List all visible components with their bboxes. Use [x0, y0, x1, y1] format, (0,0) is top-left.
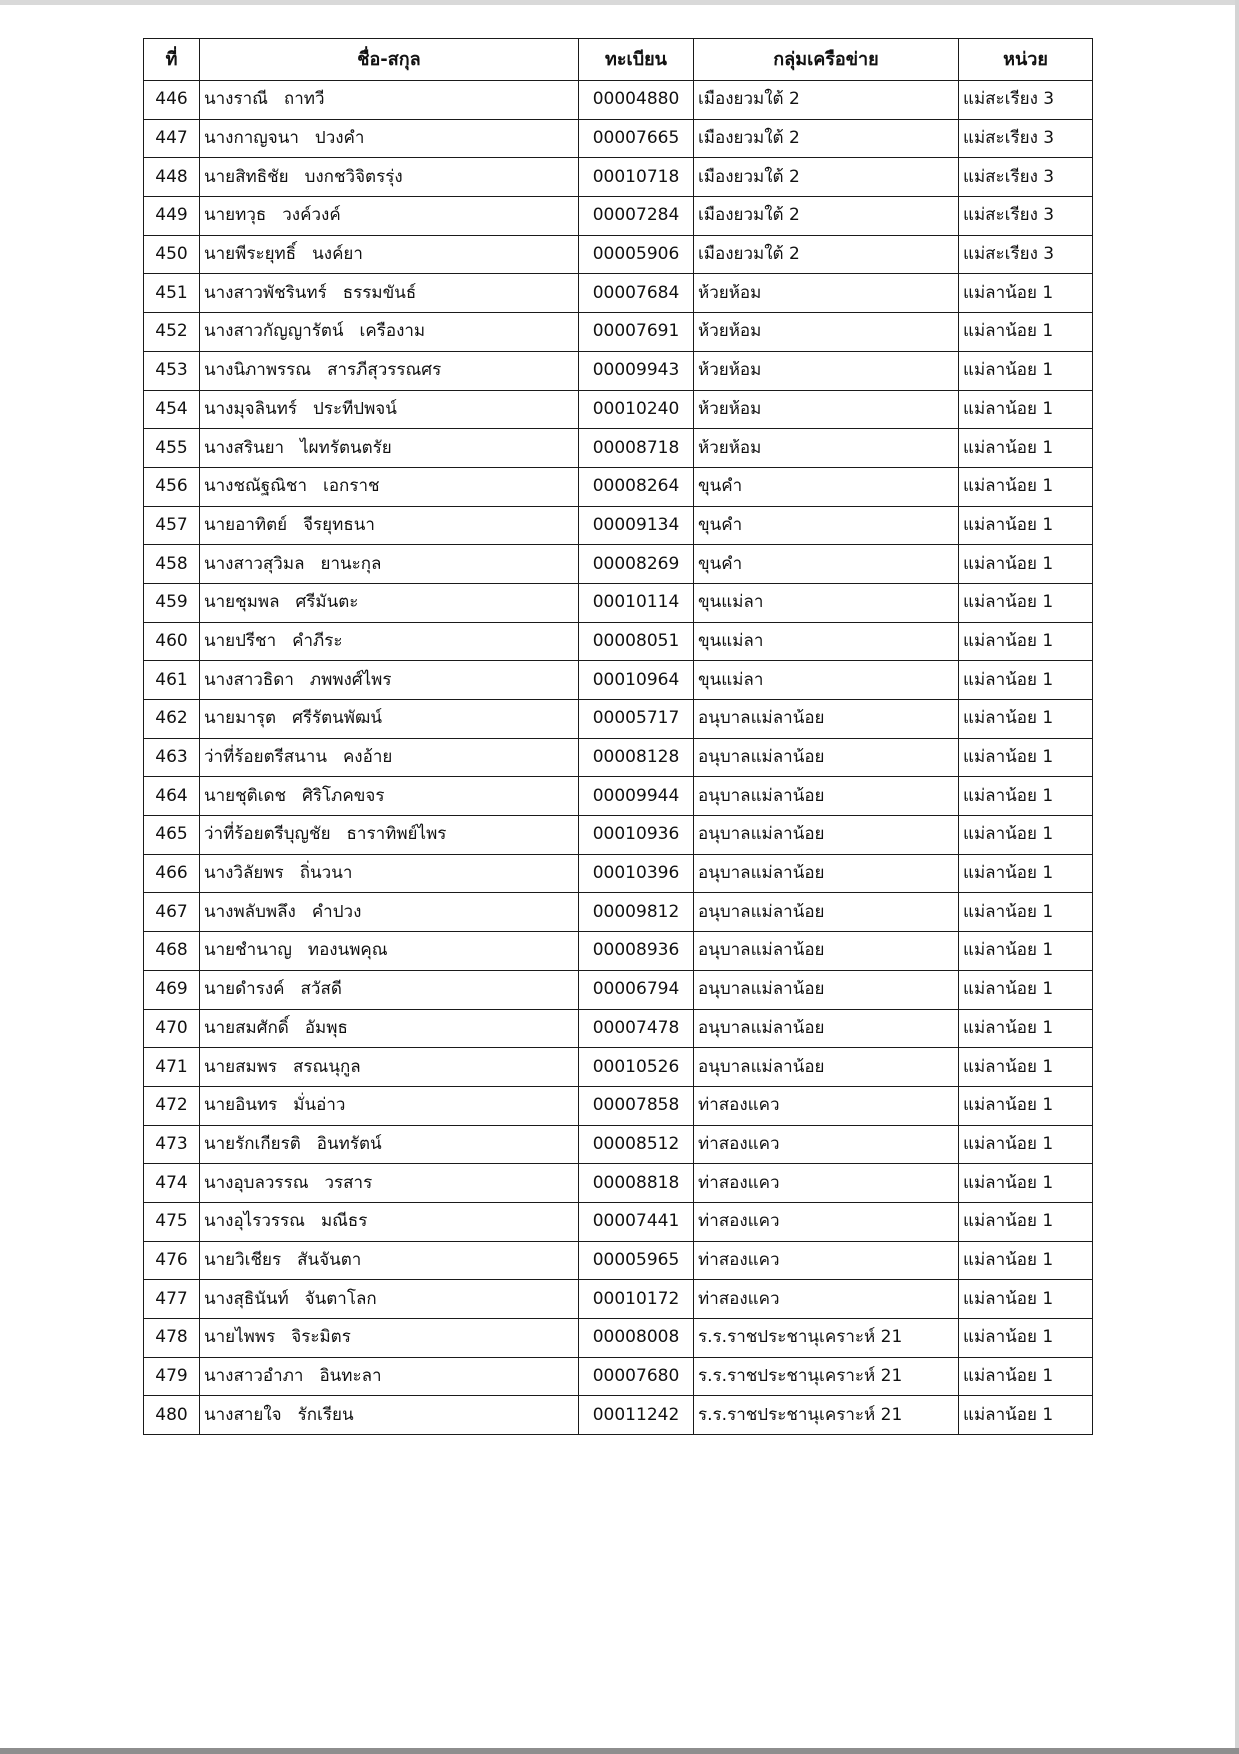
- cell-no: 470: [144, 1009, 200, 1048]
- cell-no: 458: [144, 545, 200, 584]
- cell-name: [200, 854, 579, 893]
- cell-unit: แม่ลาน้อย 1: [959, 467, 1093, 506]
- cell-unit: แม่ลาน้อย 1: [959, 622, 1093, 661]
- cell-name: [200, 816, 579, 855]
- last-name: สวัสดี: [300, 979, 342, 1000]
- cell-no: 477: [144, 1280, 200, 1319]
- table-row: [144, 1280, 1093, 1319]
- first-name: นางพลับพลึง: [204, 901, 296, 922]
- cell-name: [200, 622, 579, 661]
- first-name: นางราณี: [204, 89, 268, 110]
- cell-reg: 00008008: [579, 1319, 694, 1358]
- cell-group: อนุบาลแม่ลาน้อย: [694, 1048, 959, 1087]
- last-name: ศรีมันตะ: [295, 592, 359, 613]
- cell-name: [200, 1048, 579, 1087]
- cell-group: อนุบาลแม่ลาน้อย: [694, 738, 959, 777]
- cell-no: 478: [144, 1319, 200, 1358]
- first-name: นายดำรงค์: [204, 979, 285, 1000]
- first-name: นางสายใจ: [204, 1404, 282, 1425]
- scan-top-edge: [0, 0, 1239, 5]
- cell-group: ท่าสองแคว: [694, 1086, 959, 1125]
- cell-reg: 00008936: [579, 932, 694, 971]
- cell-group: เมืองยวมใต้ 2: [694, 235, 959, 274]
- last-name: ธาราทิพย์ไพร: [346, 824, 447, 845]
- cell-group: ท่าสองแคว: [694, 1280, 959, 1319]
- cell-unit: แม่ลาน้อย 1: [959, 1241, 1093, 1280]
- cell-no: 469: [144, 970, 200, 1009]
- table-row: [144, 274, 1093, 313]
- last-name: อินทรัตน์: [316, 1133, 382, 1154]
- cell-no: 449: [144, 197, 200, 236]
- first-name: นายสมศักดิ์: [204, 1017, 289, 1038]
- table-row: [144, 1396, 1093, 1435]
- table-row: [144, 235, 1093, 274]
- cell-name: [200, 1396, 579, 1435]
- first-name: นางอุไรวรรณ: [204, 1211, 305, 1232]
- last-name: นงค์ยา: [312, 244, 363, 265]
- first-name: นางวิลัยพร: [204, 863, 284, 884]
- first-name: นางกาญจนา: [204, 128, 299, 149]
- cell-no: 450: [144, 235, 200, 274]
- table-row: [144, 1319, 1093, 1358]
- last-name: เอกราช: [323, 476, 380, 497]
- table-row: [144, 1164, 1093, 1203]
- first-name: นางสรินยา: [204, 437, 285, 458]
- cell-name: [200, 1280, 579, 1319]
- cell-reg: 00010936: [579, 816, 694, 855]
- cell-group: ท่าสองแคว: [694, 1202, 959, 1241]
- header-group: กลุ่มเครือข่าย: [694, 39, 959, 81]
- cell-reg: 00007441: [579, 1202, 694, 1241]
- cell-group: ขุนคำ: [694, 467, 959, 506]
- cell-name: [200, 313, 579, 352]
- cell-unit: แม่ลาน้อย 1: [959, 932, 1093, 971]
- cell-no: 472: [144, 1086, 200, 1125]
- cell-group: อนุบาลแม่ลาน้อย: [694, 816, 959, 855]
- cell-group: ขุนคำ: [694, 506, 959, 545]
- table-row: [144, 700, 1093, 739]
- first-name: นางสาวธิดา: [204, 669, 294, 690]
- cell-unit: แม่สะเรียง 3: [959, 119, 1093, 158]
- cell-name: [200, 777, 579, 816]
- cell-reg: 00009943: [579, 351, 694, 390]
- cell-unit: แม่ลาน้อย 1: [959, 390, 1093, 429]
- cell-reg: 00007665: [579, 119, 694, 158]
- last-name: มณีธร: [320, 1211, 368, 1232]
- cell-unit: แม่สะเรียง 3: [959, 158, 1093, 197]
- cell-reg: 00008051: [579, 622, 694, 661]
- table-body: [144, 81, 1093, 1435]
- cell-reg: 00010114: [579, 583, 694, 622]
- cell-no: 466: [144, 854, 200, 893]
- cell-no: 475: [144, 1202, 200, 1241]
- last-name: จันตาโลก: [304, 1288, 377, 1309]
- cell-name: [200, 583, 579, 622]
- cell-reg: 00007858: [579, 1086, 694, 1125]
- cell-unit: แม่ลาน้อย 1: [959, 351, 1093, 390]
- cell-no: 461: [144, 661, 200, 700]
- last-name: คำภีระ: [292, 630, 343, 651]
- first-name: นายมารุต: [204, 708, 277, 729]
- cell-unit: แม่ลาน้อย 1: [959, 506, 1093, 545]
- cell-group: ขุนแม่ลา: [694, 622, 959, 661]
- cell-reg: 00007684: [579, 274, 694, 313]
- table-row: [144, 313, 1093, 352]
- last-name: ประทีปพจน์: [313, 398, 397, 419]
- last-name: ภพพงศ์ไพร: [309, 669, 392, 690]
- first-name: นางสาวพัชรินทร์: [204, 282, 327, 303]
- last-name: ถิ่นวนา: [299, 863, 353, 884]
- table-row: [144, 854, 1093, 893]
- cell-name: [200, 1357, 579, 1396]
- first-name: นายอินทร: [204, 1095, 278, 1116]
- cell-no: 476: [144, 1241, 200, 1280]
- cell-name: [200, 390, 579, 429]
- cell-group: ห้วยห้อม: [694, 274, 959, 313]
- cell-unit: แม่ลาน้อย 1: [959, 738, 1093, 777]
- last-name: ยานะกุล: [320, 553, 382, 574]
- cell-reg: 00008718: [579, 429, 694, 468]
- cell-reg: 00010718: [579, 158, 694, 197]
- cell-no: 446: [144, 81, 200, 120]
- last-name: จิระมิตร: [291, 1327, 351, 1348]
- last-name: เครืองาม: [359, 321, 426, 342]
- cell-unit: แม่ลาน้อย 1: [959, 1009, 1093, 1048]
- cell-reg: 00008128: [579, 738, 694, 777]
- first-name: นางสาวอำภา: [204, 1366, 304, 1387]
- cell-name: [200, 738, 579, 777]
- cell-reg: 00007478: [579, 1009, 694, 1048]
- first-name: นายชุมพล: [204, 592, 280, 613]
- cell-unit: แม่สะเรียง 3: [959, 235, 1093, 274]
- cell-group: เมืองยวมใต้ 2: [694, 197, 959, 236]
- cell-no: 473: [144, 1125, 200, 1164]
- cell-no: 464: [144, 777, 200, 816]
- first-name: นายสมพร: [204, 1056, 278, 1077]
- cell-name: [200, 1086, 579, 1125]
- table-row: [144, 583, 1093, 622]
- last-name: คงอ้าย: [342, 747, 393, 768]
- cell-unit: แม่ลาน้อย 1: [959, 1357, 1093, 1396]
- cell-group: ท่าสองแคว: [694, 1125, 959, 1164]
- first-name: นายทวุธ: [204, 205, 267, 226]
- first-name: นางมุจลินทร์: [204, 398, 298, 419]
- header-reg: ทะเบียน: [579, 39, 694, 81]
- cell-no: 453: [144, 351, 200, 390]
- cell-reg: 00007284: [579, 197, 694, 236]
- cell-group: เมืองยวมใต้ 2: [694, 119, 959, 158]
- cell-unit: แม่ลาน้อย 1: [959, 429, 1093, 468]
- scan-bottom-edge: [0, 1748, 1239, 1754]
- cell-unit: แม่ลาน้อย 1: [959, 854, 1093, 893]
- first-name: นางชณัฐณิชา: [204, 476, 308, 497]
- table-row: [144, 545, 1093, 584]
- cell-group: อนุบาลแม่ลาน้อย: [694, 893, 959, 932]
- first-name: นางสาวสุวิมล: [204, 553, 305, 574]
- cell-unit: แม่ลาน้อย 1: [959, 893, 1093, 932]
- cell-reg: 00008269: [579, 545, 694, 584]
- cell-name: [200, 700, 579, 739]
- cell-name: [200, 1125, 579, 1164]
- cell-unit: แม่สะเรียง 3: [959, 81, 1093, 120]
- cell-group: ร.ร.ราชประชานุเคราะห์ 21: [694, 1357, 959, 1396]
- header-no: ที่: [144, 39, 200, 81]
- first-name: นายไพพร: [204, 1327, 276, 1348]
- cell-no: 456: [144, 467, 200, 506]
- cell-name: [200, 545, 579, 584]
- roster-table: [143, 38, 1093, 1435]
- cell-group: ท่าสองแคว: [694, 1241, 959, 1280]
- cell-name: [200, 1241, 579, 1280]
- first-name: นายวิเชียร: [204, 1249, 282, 1270]
- cell-group: ห้วยห้อม: [694, 390, 959, 429]
- cell-group: ขุนคำ: [694, 545, 959, 584]
- cell-no: 457: [144, 506, 200, 545]
- table-row: [144, 1009, 1093, 1048]
- cell-no: 463: [144, 738, 200, 777]
- cell-name: [200, 274, 579, 313]
- first-name: นายรักเกียรติ: [204, 1133, 301, 1154]
- cell-name: [200, 932, 579, 971]
- table-row: [144, 893, 1093, 932]
- cell-group: อนุบาลแม่ลาน้อย: [694, 1009, 959, 1048]
- cell-unit: แม่ลาน้อย 1: [959, 1280, 1093, 1319]
- table-row: [144, 1048, 1093, 1087]
- cell-reg: 00005965: [579, 1241, 694, 1280]
- last-name: ทองนพคุณ: [307, 940, 388, 961]
- table-row: [144, 738, 1093, 777]
- cell-reg: 00008818: [579, 1164, 694, 1203]
- cell-reg: 00005906: [579, 235, 694, 274]
- cell-reg: 00007680: [579, 1357, 694, 1396]
- last-name: รักเรียน: [297, 1404, 354, 1425]
- cell-reg: 00008264: [579, 467, 694, 506]
- cell-unit: แม่ลาน้อย 1: [959, 274, 1093, 313]
- cell-name: [200, 429, 579, 468]
- cell-reg: 00009812: [579, 893, 694, 932]
- last-name: มั่นอ่าว: [293, 1095, 346, 1116]
- table-header-row: [144, 39, 1093, 81]
- table-row: [144, 661, 1093, 700]
- table-row: [144, 1202, 1093, 1241]
- cell-reg: 00010240: [579, 390, 694, 429]
- first-name: นายพีระยุทธิ์: [204, 244, 297, 265]
- first-name: ว่าที่ร้อยตรีสนาน: [204, 747, 327, 768]
- cell-group: อนุบาลแม่ลาน้อย: [694, 854, 959, 893]
- table-row: [144, 932, 1093, 971]
- cell-group: ห้วยห้อม: [694, 313, 959, 352]
- cell-unit: แม่ลาน้อย 1: [959, 777, 1093, 816]
- cell-unit: แม่ลาน้อย 1: [959, 1319, 1093, 1358]
- last-name: วรสาร: [324, 1172, 373, 1193]
- last-name: สารภีสุวรรณศร: [327, 360, 442, 381]
- cell-unit: แม่ลาน้อย 1: [959, 661, 1093, 700]
- table-row: [144, 970, 1093, 1009]
- table-row: [144, 351, 1093, 390]
- cell-no: 452: [144, 313, 200, 352]
- table-row: [144, 777, 1093, 816]
- cell-group: ร.ร.ราชประชานุเคราะห์ 21: [694, 1319, 959, 1358]
- cell-reg: 00008512: [579, 1125, 694, 1164]
- header-unit: หน่วย: [959, 39, 1093, 81]
- last-name: สันจันตา: [297, 1249, 362, 1270]
- cell-group: อนุบาลแม่ลาน้อย: [694, 777, 959, 816]
- table-row: [144, 1086, 1093, 1125]
- cell-unit: แม่ลาน้อย 1: [959, 816, 1093, 855]
- cell-name: [200, 119, 579, 158]
- cell-unit: แม่ลาน้อย 1: [959, 1048, 1093, 1087]
- cell-name: [200, 506, 579, 545]
- cell-no: 448: [144, 158, 200, 197]
- cell-group: ท่าสองแคว: [694, 1164, 959, 1203]
- cell-group: ร.ร.ราชประชานุเคราะห์ 21: [694, 1396, 959, 1435]
- first-name: นายอาทิตย์: [204, 514, 288, 535]
- last-name: คำปวง: [311, 901, 362, 922]
- first-name: ว่าที่ร้อยตรีบุญชัย: [204, 824, 331, 845]
- cell-name: [200, 970, 579, 1009]
- table-row: [144, 390, 1093, 429]
- cell-name: [200, 467, 579, 506]
- last-name: อัมพุธ: [304, 1017, 348, 1038]
- cell-no: 467: [144, 893, 200, 932]
- table-row: [144, 119, 1093, 158]
- cell-unit: แม่ลาน้อย 1: [959, 1086, 1093, 1125]
- cell-name: [200, 351, 579, 390]
- table-row: [144, 506, 1093, 545]
- table-row: [144, 1357, 1093, 1396]
- cell-no: 451: [144, 274, 200, 313]
- cell-group: ขุนแม่ลา: [694, 661, 959, 700]
- table-row: [144, 622, 1093, 661]
- last-name: ปวงคำ: [314, 128, 365, 149]
- cell-no: 454: [144, 390, 200, 429]
- cell-no: 468: [144, 932, 200, 971]
- cell-reg: 00010396: [579, 854, 694, 893]
- first-name: นายชำนาญ: [204, 940, 292, 961]
- table-row: [144, 467, 1093, 506]
- cell-unit: แม่สะเรียง 3: [959, 197, 1093, 236]
- cell-name: [200, 661, 579, 700]
- cell-name: [200, 1202, 579, 1241]
- cell-group: เมืองยวมใต้ 2: [694, 158, 959, 197]
- cell-no: 479: [144, 1357, 200, 1396]
- cell-group: เมืองยวมใต้ 2: [694, 81, 959, 120]
- last-name: บงกชวิจิตรรุ่ง: [304, 166, 403, 187]
- cell-reg: 00004880: [579, 81, 694, 120]
- first-name: นายชุติเดช: [204, 785, 287, 806]
- table-row: [144, 1125, 1093, 1164]
- cell-name: [200, 1164, 579, 1203]
- cell-name: [200, 235, 579, 274]
- cell-no: 462: [144, 700, 200, 739]
- cell-name: [200, 1319, 579, 1358]
- cell-no: 459: [144, 583, 200, 622]
- cell-reg: 00005717: [579, 700, 694, 739]
- cell-reg: 00010964: [579, 661, 694, 700]
- cell-group: ห้วยห้อม: [694, 351, 959, 390]
- table-row: [144, 429, 1093, 468]
- cell-no: 455: [144, 429, 200, 468]
- cell-reg: 00009134: [579, 506, 694, 545]
- first-name: นางอุบลวรรณ: [204, 1172, 309, 1193]
- cell-group: ขุนแม่ลา: [694, 583, 959, 622]
- cell-no: 465: [144, 816, 200, 855]
- last-name: จีรยุทธนา: [303, 514, 375, 535]
- cell-group: อนุบาลแม่ลาน้อย: [694, 700, 959, 739]
- cell-unit: แม่ลาน้อย 1: [959, 1164, 1093, 1203]
- cell-reg: 00007691: [579, 313, 694, 352]
- cell-group: ห้วยห้อม: [694, 429, 959, 468]
- last-name: สรณนุกูล: [293, 1056, 361, 1077]
- cell-unit: แม่ลาน้อย 1: [959, 583, 1093, 622]
- table-row: [144, 197, 1093, 236]
- last-name: ถาทวี: [283, 89, 325, 110]
- table-row: [144, 158, 1093, 197]
- cell-unit: แม่ลาน้อย 1: [959, 1202, 1093, 1241]
- cell-no: 474: [144, 1164, 200, 1203]
- last-name: ศรีรัตนพัฒน์: [292, 708, 382, 729]
- cell-no: 471: [144, 1048, 200, 1087]
- cell-no: 460: [144, 622, 200, 661]
- scan-right-edge: [1235, 0, 1239, 1748]
- cell-reg: 00011242: [579, 1396, 694, 1435]
- last-name: อินทะลา: [319, 1366, 382, 1387]
- cell-unit: แม่ลาน้อย 1: [959, 1125, 1093, 1164]
- cell-name: [200, 197, 579, 236]
- cell-reg: 00006794: [579, 970, 694, 1009]
- cell-group: อนุบาลแม่ลาน้อย: [694, 932, 959, 971]
- cell-name: [200, 81, 579, 120]
- cell-unit: แม่ลาน้อย 1: [959, 313, 1093, 352]
- cell-reg: 00010172: [579, 1280, 694, 1319]
- table-row: [144, 1241, 1093, 1280]
- last-name: ธรรมขันธ์: [342, 282, 417, 303]
- cell-name: [200, 1009, 579, 1048]
- cell-name: [200, 893, 579, 932]
- cell-unit: แม่ลาน้อย 1: [959, 1396, 1093, 1435]
- cell-unit: แม่ลาน้อย 1: [959, 700, 1093, 739]
- table-row: [144, 81, 1093, 120]
- first-name: นายปรีชา: [204, 630, 277, 651]
- cell-group: อนุบาลแม่ลาน้อย: [694, 970, 959, 1009]
- first-name: นางสุธินันท์: [204, 1288, 289, 1309]
- last-name: ศิริโภคขจร: [302, 785, 385, 806]
- header-name: ชื่อ-สกุล: [200, 39, 579, 81]
- cell-unit: แม่ลาน้อย 1: [959, 970, 1093, 1009]
- last-name: ไผทรัตนตรัย: [300, 437, 392, 458]
- cell-reg: 00010526: [579, 1048, 694, 1087]
- cell-unit: แม่ลาน้อย 1: [959, 545, 1093, 584]
- table-row: [144, 816, 1093, 855]
- first-name: นางนิภาพรรณ: [204, 360, 312, 381]
- cell-no: 447: [144, 119, 200, 158]
- cell-reg: 00009944: [579, 777, 694, 816]
- first-name: นางสาวกัญญารัตน์: [204, 321, 344, 342]
- last-name: วงค์วงค์: [282, 205, 341, 226]
- first-name: นายสิทธิชัย: [204, 166, 289, 187]
- cell-name: [200, 158, 579, 197]
- cell-no: 480: [144, 1396, 200, 1435]
